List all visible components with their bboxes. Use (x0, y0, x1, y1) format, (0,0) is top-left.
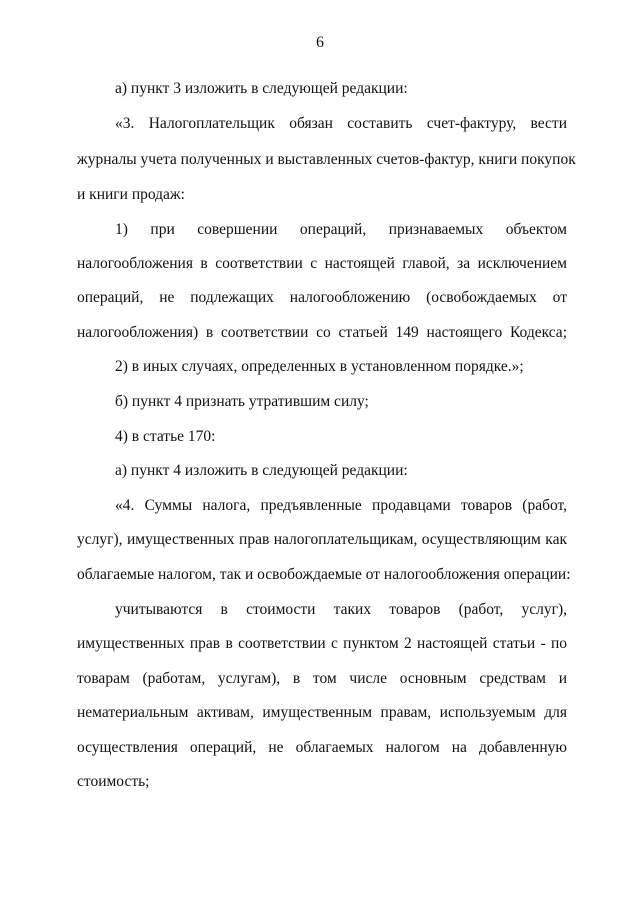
text-line: осуществления операций, не облагаемых налогом на добавленную (77, 739, 567, 756)
text-line: стоимость; (77, 773, 150, 790)
text-line: налогообложения в соответствии с настоящей главой, за исключением (77, 255, 567, 272)
text-line: и книги продаж: (77, 186, 185, 203)
text-line: услуг), имущественных прав налогоплательщикам, осуществляющим как (77, 531, 567, 548)
text-line: «4. Суммы налога, предъявленные продавцами товаров (работ, (115, 497, 567, 514)
text-line: учитываются в стоимости таких товаров (работ, услуг), (115, 601, 567, 618)
text-line: налогообложения) в соответствии со статьей 149 настоящего Кодекса; (77, 324, 567, 341)
text-line: нематериальным активам, имущественным правам, используемым для (77, 704, 567, 721)
text-line: облагаемые налогом, так и освобождаемые от налогообложения операции: (77, 566, 571, 583)
text-line: а) пункт 3 изложить в следующей редакции: (115, 80, 408, 97)
text-line: 4) в статье 170: (115, 428, 216, 445)
text-line: журналы учета полученных и выставленных счетов-фактур, книги покупок (77, 151, 576, 168)
text-line: товарам (работам, услугам), в том числе основным средствам и (77, 670, 567, 687)
text-line: операций, не подлежащих налогообложению (освобождаемых от (77, 289, 567, 306)
text-line: 1) при совершении операций, признаваемых объектом (115, 221, 567, 238)
text-line: «3. Налогоплательщик обязан составить счет-фактуру, вести (115, 115, 567, 132)
page-number: 6 (316, 34, 324, 51)
text-line: 2) в иных случаях, определенных в установленном порядке.»; (115, 358, 524, 375)
text-line: имущественных прав в соответствии с пунктом 2 настоящей статьи - по (77, 635, 567, 652)
text-line: б) пункт 4 признать утратившим силу; (115, 393, 369, 410)
text-line: а) пункт 4 изложить в следующей редакции: (115, 462, 408, 479)
